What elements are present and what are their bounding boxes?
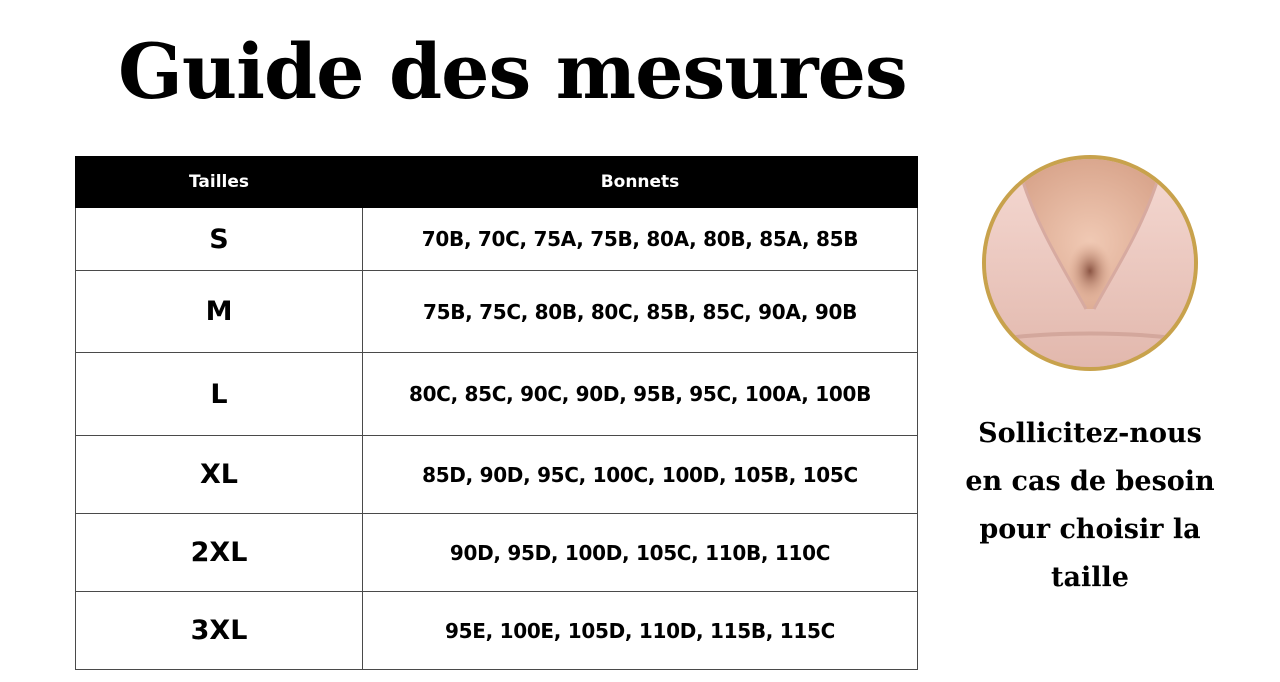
table-row xyxy=(76,514,918,592)
header-sizes: Tailles xyxy=(76,157,363,208)
contact-note: Sollicitez-nous en cas de besoin pour choisir la taille xyxy=(965,418,1215,593)
size-cell: 2XL xyxy=(76,514,363,592)
size-cell: XL xyxy=(76,436,363,514)
table-row xyxy=(76,271,918,353)
header-cups: Bonnets xyxy=(363,157,918,208)
product-photo xyxy=(982,155,1198,371)
table-row xyxy=(76,436,918,514)
page-title: Guide des mesures xyxy=(118,27,907,116)
size-cell: S xyxy=(76,208,363,271)
size-cell: L xyxy=(76,353,363,436)
size-cell: 3XL xyxy=(76,592,363,670)
cups-cell: 80C, 85C, 90C, 90D, 95B, 95C, 100A, 100B xyxy=(363,353,918,436)
cups-cell: 85D, 90D, 95C, 100C, 100D, 105B, 105C xyxy=(363,436,918,514)
cups-cell: 90D, 95D, 100D, 105C, 110B, 110C xyxy=(363,514,918,592)
table-row xyxy=(76,592,918,670)
table-header-row xyxy=(76,157,918,208)
size-cell: M xyxy=(76,271,363,353)
size-chart-table xyxy=(75,156,918,670)
table-row xyxy=(76,208,918,271)
table-row xyxy=(76,353,918,436)
cups-cell: 70B, 70C, 75A, 75B, 80A, 80B, 85A, 85B xyxy=(363,208,918,271)
cups-cell: 95E, 100E, 105D, 110D, 115B, 115C xyxy=(363,592,918,670)
cups-cell: 75B, 75C, 80B, 80C, 85B, 85C, 90A, 90B xyxy=(363,271,918,353)
model-bra-image xyxy=(986,159,1194,367)
